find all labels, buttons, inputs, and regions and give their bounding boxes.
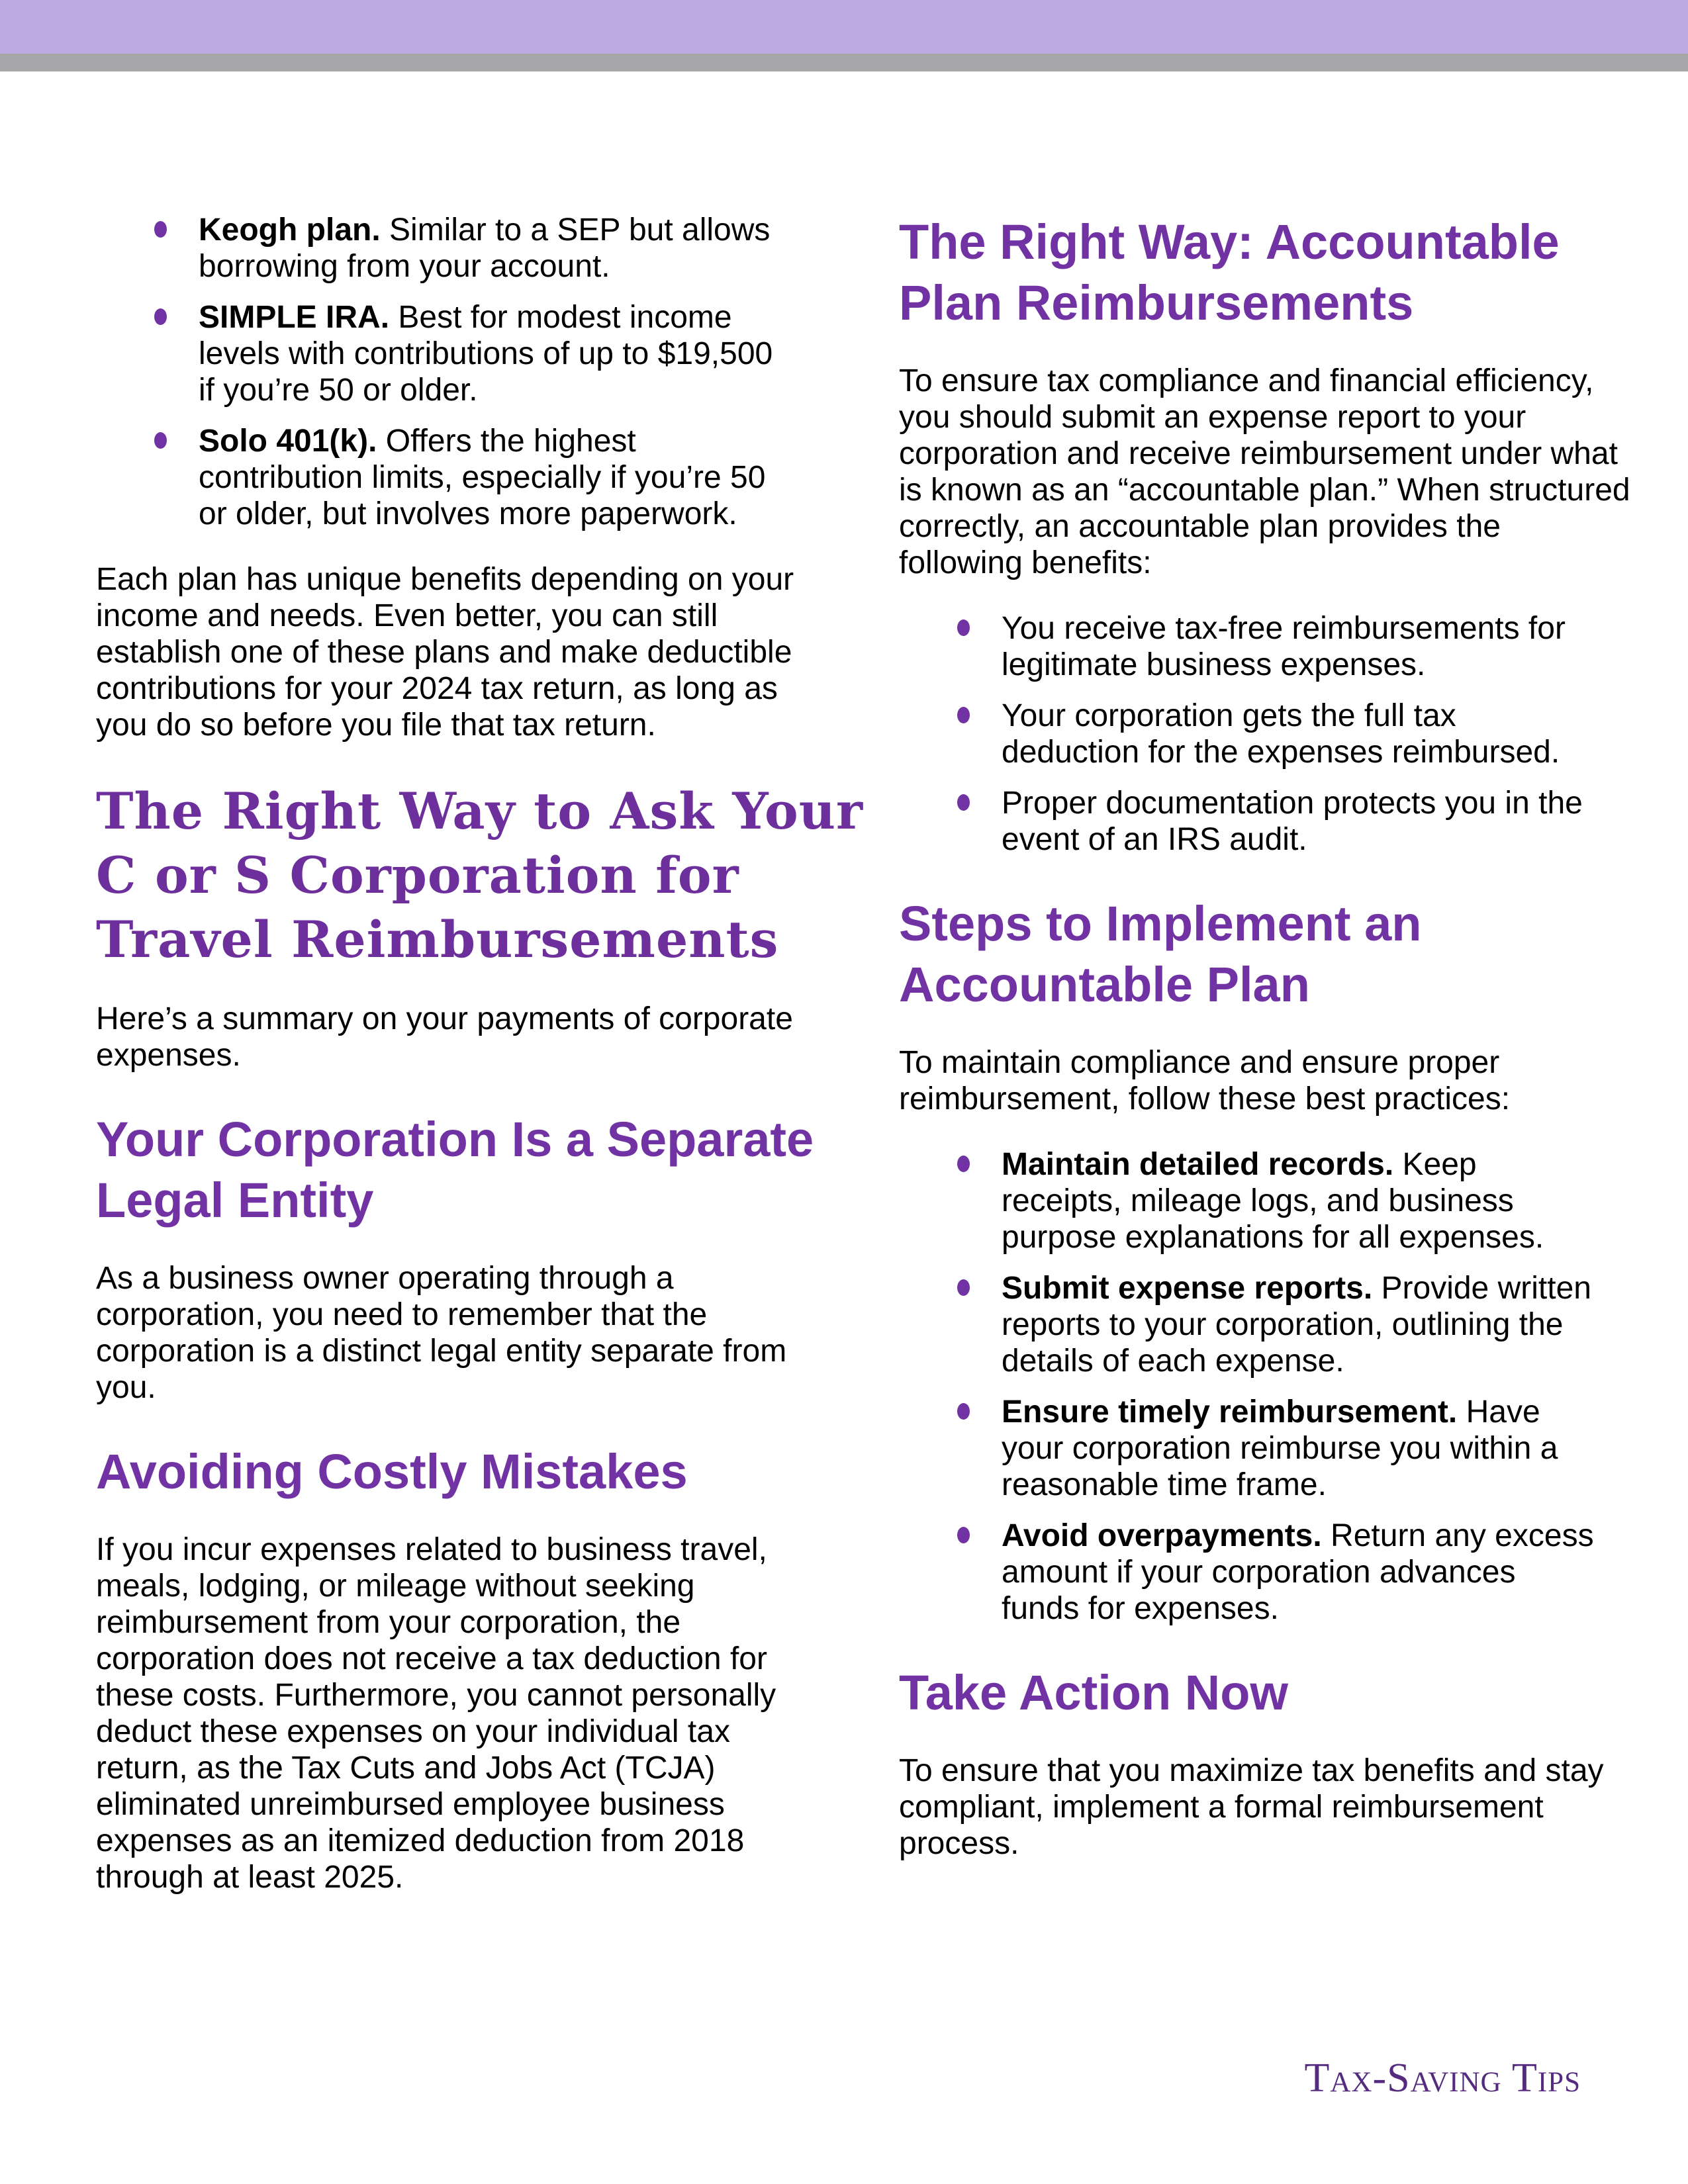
bullet-icon <box>957 1156 970 1172</box>
bullet-icon <box>154 221 167 238</box>
list-item <box>899 698 1630 770</box>
list-item <box>899 1270 1630 1379</box>
list-item-body: Similar to a SEP but allows borrowing from your account. <box>199 212 771 284</box>
list-item-lead: SIMPLE IRA. <box>199 300 390 335</box>
list-item-lead: Submit expense reports. <box>1002 1271 1373 1306</box>
list-item <box>899 1146 1630 1255</box>
section-heading-steps-to-implement <box>899 893 1630 1015</box>
list-item-body: Best for modest income levels with contributions of up to $19,500 if you’re 50 or older. <box>199 300 773 408</box>
paragraph-summary: Here’s a summary on your payments of corporate expenses. <box>96 1001 793 1073</box>
heading-line: Legal Entity <box>96 1173 374 1228</box>
heading-line: C or S Corporation for <box>96 846 739 905</box>
heading-line: The Right Way to Ask Your <box>96 782 863 841</box>
heading-line: Your Corporation Is a Separate <box>96 1112 814 1167</box>
list-item-text <box>199 299 794 408</box>
bullet-icon <box>957 1279 970 1296</box>
list-item-text <box>199 212 794 285</box>
section-heading-accountable-plan <box>899 212 1630 334</box>
best-practices-bullet-list <box>899 1146 1630 1627</box>
bullet-icon <box>957 1403 970 1420</box>
list-item-lead: Solo 401(k). <box>199 424 377 459</box>
heading-line: Plan Reimbursements <box>899 275 1414 330</box>
paragraph-business-owner: As a business owner operating through a corporation, you need to remember that the corporation is a distinct legal entity separate from you. <box>96 1261 787 1405</box>
bullet-icon <box>957 1527 970 1543</box>
list-item-body: Return any excess amount if your corporation advances funds for expenses. <box>1002 1518 1594 1626</box>
left-column <box>96 212 863 1895</box>
bullet-icon <box>957 619 970 636</box>
list-item <box>96 423 814 532</box>
paragraph-if-you-incur: If you incur expenses related to business travel, meals, lodging, or mileage without seeking reimbursement from your corporation, the corporation does not receive a tax deduction for these costs. Furthermore, you cannot personally deduct these expenses on your individual tax return, as the Tax Cuts and Jobs Act (TCJA) eliminated unreimbursed employee business expenses as an itemized deduction from 2018 through at least 2025. <box>96 1532 776 1895</box>
paragraph-to-maintain: To maintain compliance and ensure proper reimbursement, follow these best practices: <box>899 1045 1511 1116</box>
list-item-lead: Avoid overpayments. <box>1002 1518 1322 1553</box>
heading-line: Travel Reimbursements <box>96 910 779 969</box>
list-item-body: Offers the highest contribution limits, especially if you’re 50 or older, but involves more paperwork. <box>199 424 766 531</box>
heading-line: Steps to Implement an <box>899 896 1422 951</box>
list-item <box>899 1518 1630 1627</box>
list-item-body: Keep receipts, mileage logs, and business purpose explanations for all expenses. <box>1002 1147 1544 1255</box>
paragraph-take-action: To ensure that you maximize tax benefits and stay compliant, implement a formal reimbursement process. <box>899 1753 1604 1861</box>
paragraph-to-ensure: To ensure tax compliance and financial efficiency, you should submit an expense report to your corporation and receive reimbursement under what is known as an “accountable plan.” When structured correctly, an accountable plan provides the following benefits: <box>899 363 1630 580</box>
list-item-lead: Maintain detailed records. <box>1002 1147 1394 1182</box>
benefits-bullet-list <box>899 610 1630 858</box>
footer-newsletter-title: Tax-Saving Tips <box>1304 2056 1581 2101</box>
list-item-lead: Keogh plan. <box>199 212 381 248</box>
section-heading-take-action-now: Take Action Now <box>899 1665 1288 1720</box>
list-item-text <box>1002 1518 1597 1627</box>
subheading-avoiding-costly-mistakes: Avoiding Costly Mistakes <box>96 1444 688 1499</box>
list-item-body: Have your corporation reimburse you within a reasonable time frame. <box>1002 1394 1558 1502</box>
list-item-text: Your corporation gets the full tax deduction for the expenses reimbursed. <box>1002 698 1560 770</box>
right-column <box>899 212 1630 1862</box>
list-item <box>899 785 1630 858</box>
subheading-separate-legal-entity <box>96 1109 814 1231</box>
list-item-text: You receive tax-free reimbursements for legitimate business expenses. <box>1002 611 1566 682</box>
bullet-icon <box>154 432 167 449</box>
list-item-lead: Ensure timely reimbursement. <box>1002 1394 1458 1430</box>
list-item-text <box>1002 1146 1597 1255</box>
top-banner-gray-bar <box>0 54 1688 71</box>
section-heading-right-way-to-ask <box>96 779 863 972</box>
bullet-icon <box>957 707 970 723</box>
heading-line: The Right Way: Accountable <box>899 214 1560 269</box>
list-item <box>899 610 1630 683</box>
heading-line: Accountable Plan <box>899 957 1310 1012</box>
list-item-text: Proper documentation protects you in the event of an IRS audit. <box>1002 786 1583 857</box>
list-item-text <box>1002 1394 1597 1503</box>
list-item-text <box>199 423 794 532</box>
list-item-body: Provide written reports to your corporation, outlining the details of each expense. <box>1002 1271 1591 1379</box>
top-banner-purple-bar <box>0 0 1688 54</box>
list-item <box>96 299 814 408</box>
list-item-text <box>1002 1270 1597 1379</box>
bullet-icon <box>154 308 167 325</box>
list-item <box>96 212 814 285</box>
retirement-plan-bullet-list <box>96 212 814 532</box>
paragraph-each-plan: Each plan has unique benefits depending on your income and needs. Even better, you can still establish one of these plans and make deductible contributions for your 2024 tax return, as long as you do so before you file that tax return. <box>96 562 794 743</box>
bullet-icon <box>957 794 970 811</box>
list-item <box>899 1394 1630 1503</box>
